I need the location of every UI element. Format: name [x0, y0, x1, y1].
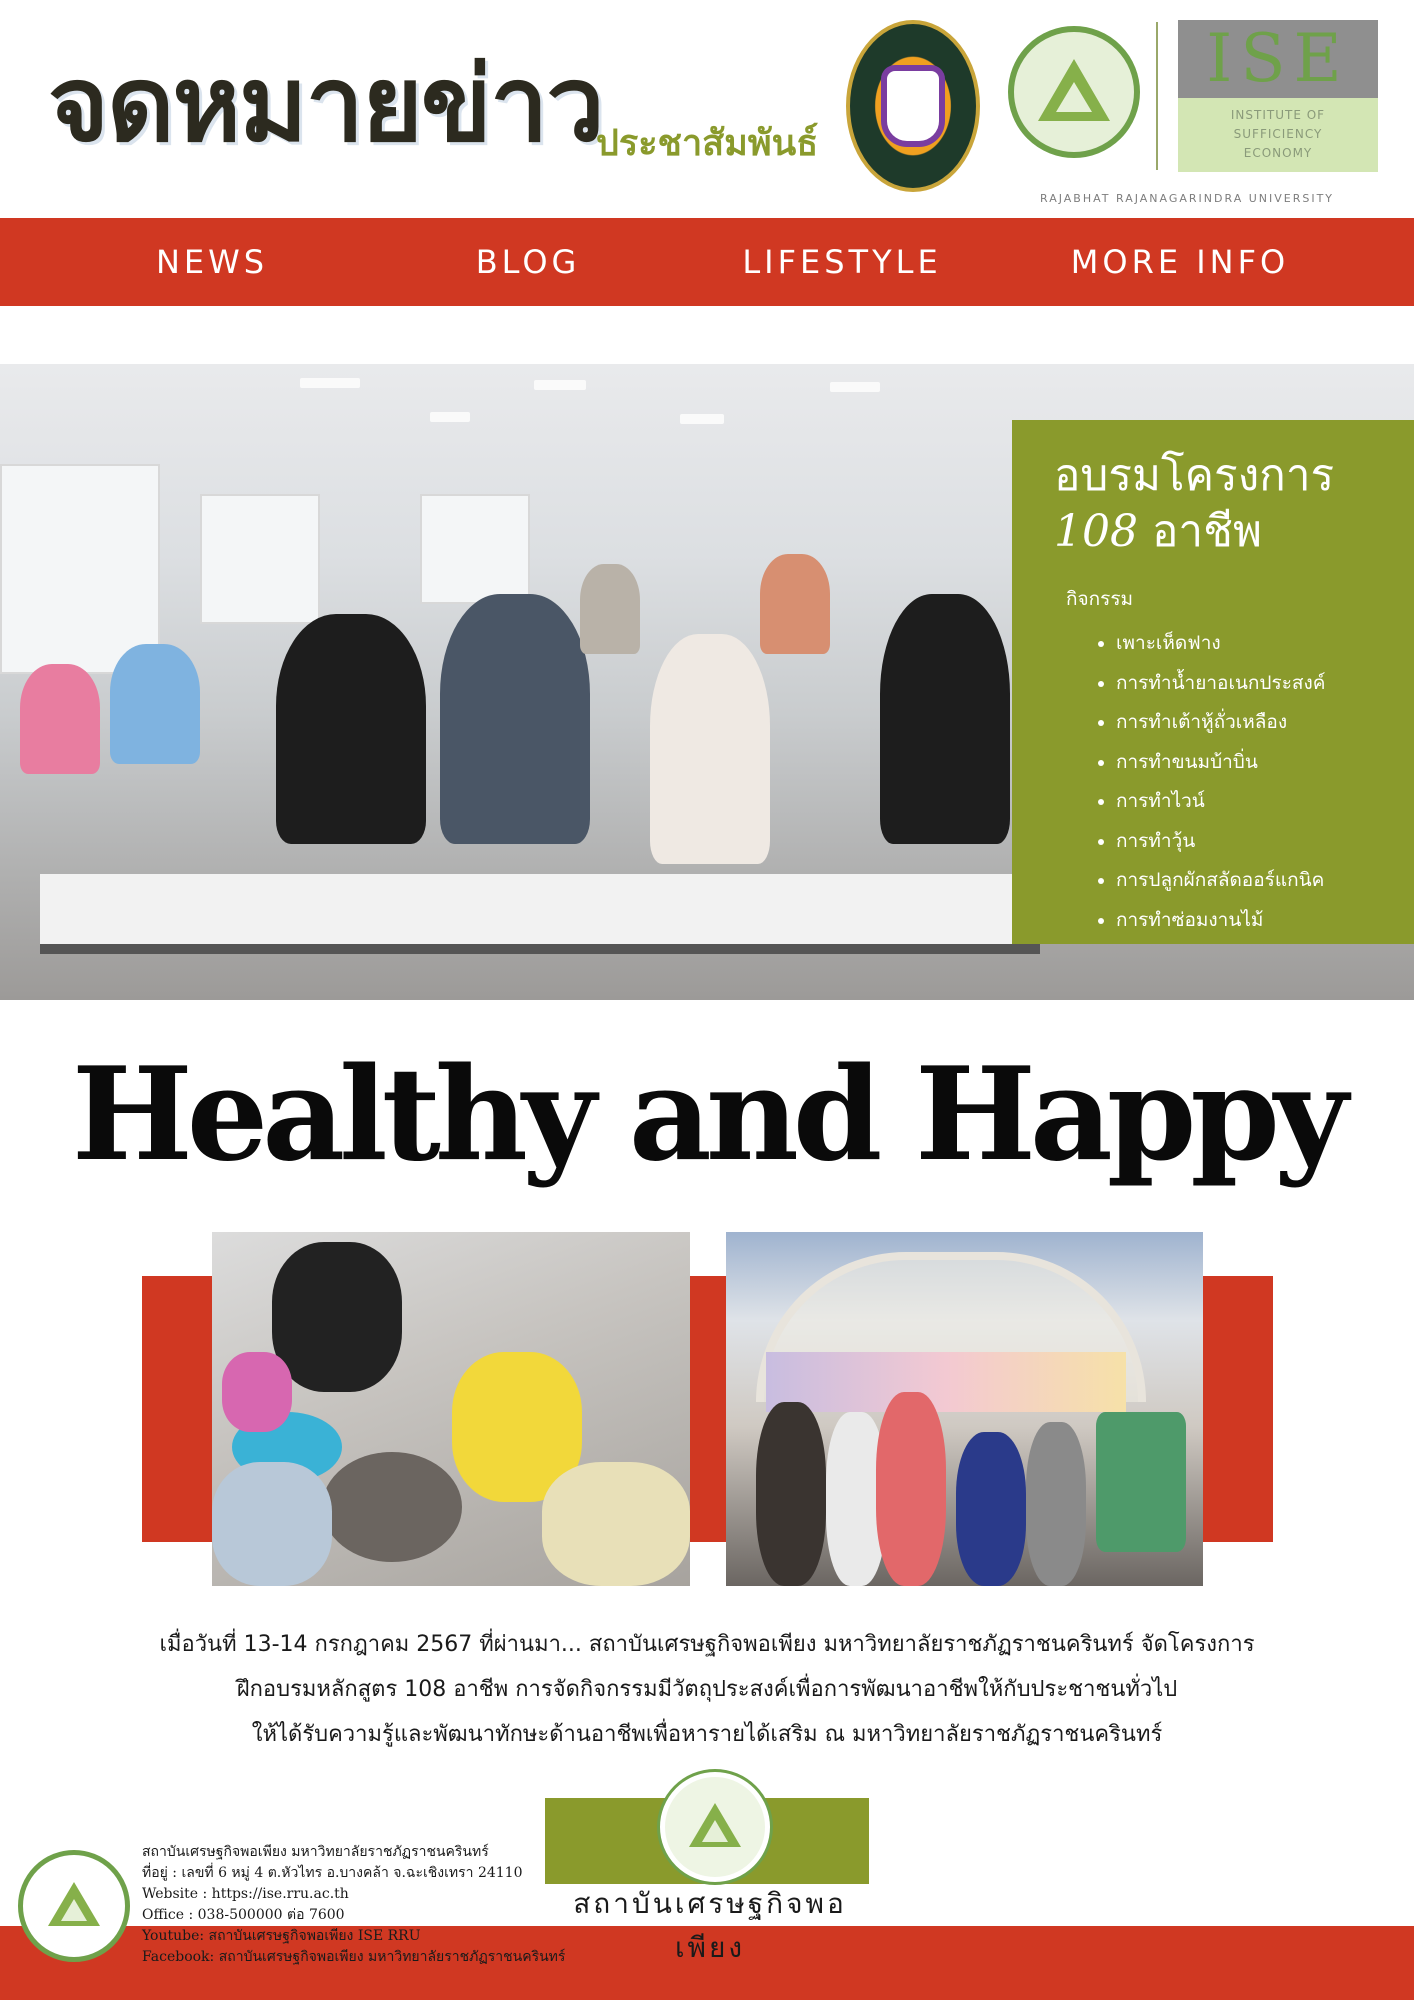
ise-seal-logo — [1008, 26, 1140, 158]
main-nav — [0, 218, 1414, 306]
nav-lifestyle[interactable]: LIFESTYLE — [742, 243, 942, 281]
list-item: • การปลูกผักสลัดออร์แกนิค — [1116, 861, 1384, 901]
masthead-title: จดหมายข่าว — [48, 43, 603, 165]
activity-panel — [1012, 420, 1414, 944]
list-item: • การทำเต้าหู้ถั่วเหลือง — [1116, 703, 1384, 743]
ise-line-1: INSTITUTE OF — [1230, 108, 1326, 122]
nav-blog[interactable]: BLOG — [475, 243, 581, 281]
activity-list — [1054, 624, 1384, 940]
ise-line-3: ECONOMY — [1243, 146, 1313, 160]
contact-office: Office : 038-500000 ต่อ 7600 — [142, 1907, 345, 1923]
paragraph-line: ให้ได้รับความรู้และพัฒนาทักษะด้านอาชีพเพื่อหารายได้เสริม ณ มหาวิทยาลัยราชภัฏราชนครินทร์ — [251, 1722, 1163, 1747]
contact-website[interactable]: Website : https://ise.rru.ac.th — [142, 1886, 349, 1902]
ise-line-2: SUFFICIENCY — [1233, 127, 1323, 141]
list-item: • การทำวุ้น — [1116, 822, 1384, 862]
list-item: • การทำน้ำยาอเนกประสงค์ — [1116, 664, 1384, 704]
red-accent-middle — [690, 1276, 726, 1542]
red-accent-left — [142, 1276, 212, 1542]
activity-title-number: 108 — [1054, 506, 1138, 557]
activity-label: กิจกรรม — [1066, 588, 1134, 610]
logo-divider — [1156, 22, 1158, 170]
activity-title-rest: อาชีพ — [1137, 506, 1262, 557]
list-item: • การทำซ่อมงานไม้ — [1116, 901, 1384, 941]
list-item: • การทำขนมบ้าบิ่น — [1116, 743, 1384, 783]
ise-wordmark-logo — [1178, 20, 1378, 172]
activity-title-line1: อบรมโครงการ — [1054, 450, 1335, 501]
contact-block — [142, 1842, 565, 1968]
footer-ise-seal-logo — [18, 1850, 130, 1962]
masthead-subtitle: ประชาสัมพันธ์ — [596, 123, 819, 164]
activity-title-line2 — [1054, 504, 1384, 560]
ise-fullname — [1178, 98, 1378, 172]
university-seal-logo — [846, 20, 980, 192]
paragraph-line: เมื่อวันที่ 13-14 กรกฎาคม 2567 ที่ผ่านมา... สถาบันเศรษฐกิจพอเพียง มหาวิทยาลัยราชภัฏราชนครินทร์ จัดโครงการ — [159, 1632, 1255, 1657]
nav-more-info[interactable]: MORE INFO — [1070, 243, 1290, 281]
list-item: • เพาะเห็ดฟาง — [1116, 624, 1384, 664]
contact-youtube[interactable]: Youtube: สถาบันเศรษฐกิจพอเพียง ISE RRU — [142, 1928, 421, 1944]
red-accent-right — [1203, 1276, 1273, 1542]
market-fair-photo — [726, 1232, 1203, 1586]
news-paragraph — [0, 1622, 1414, 1757]
university-caption: RAJABHAT RAJANAGARINDRA UNIVERSITY — [1040, 192, 1335, 205]
contact-org: สถาบันเศรษฐกิจพอเพียง มหาวิทยาลัยราชภัฏราชนครินทร์ — [142, 1844, 489, 1860]
ise-letters: ISE — [1178, 20, 1378, 98]
contact-address: ที่อยู่ : เลขที่ 6 หมู่ 4 ต.หัวไทร อ.บางคล้า จ.ฉะเชิงเทรา 24110 — [142, 1865, 523, 1881]
mushroom-workshop-photo — [212, 1232, 690, 1586]
contact-facebook[interactable]: Facebook: สถาบันเศรษฐกิจพอเพียง มหาวิทยาลัยราชภัฏราชนครินทร์ — [142, 1949, 566, 1965]
activity-title — [1054, 448, 1384, 560]
paragraph-line: ฝึกอบรมหลักสูตร 108 อาชีพ การจัดกิจกรรมมีวัตถุประสงค์เพื่อการพัฒนาอาชีพให้กับประชาชนทั่วไป — [236, 1677, 1178, 1702]
nav-news[interactable]: NEWS — [155, 243, 269, 281]
headline: Healthy and Happy — [71, 1040, 1343, 1190]
ise-banner-seal-logo — [660, 1772, 770, 1882]
ise-banner-text: สถาบันเศรษฐกิจพอเพียง — [573, 1887, 847, 1964]
list-item: • การทำไวน์ — [1116, 782, 1384, 822]
